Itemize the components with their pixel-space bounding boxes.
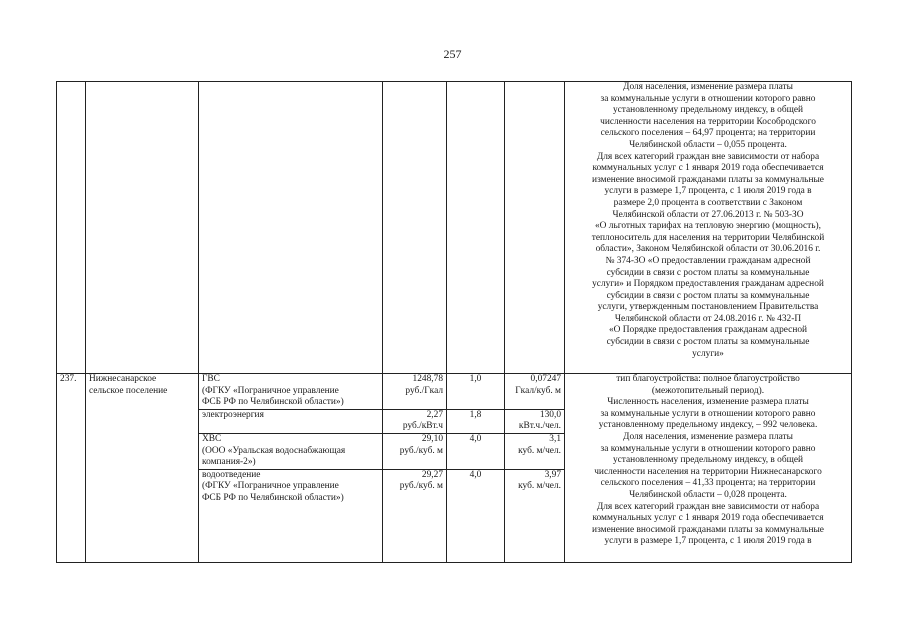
text-line: субсидии в связи с ростом платы за коммунальные xyxy=(606,290,810,301)
text-line: № 374-ЗО «О предоставлении гражданам адресной xyxy=(605,255,811,266)
text-line: услуги» и Порядком предоставления гражданам адресной xyxy=(592,279,824,290)
text-line: установленному предельному индексу, – 992 человека. xyxy=(598,420,818,431)
cell-service xyxy=(199,374,383,410)
cell-service xyxy=(199,409,383,433)
cell-service xyxy=(199,433,383,469)
text-line: тип благоустройства: полное благоустройство xyxy=(616,374,800,384)
text-line: установленному предельному индексу, в общей xyxy=(612,455,804,466)
text-line: Численность населения, изменение размера платы xyxy=(607,397,809,408)
cell-index xyxy=(447,409,505,433)
text-line: численности населения на территории Кособродского xyxy=(600,116,816,127)
text-line: Челябинской области – 0,028 процента. xyxy=(629,489,787,500)
service-name: ГВС xyxy=(202,374,220,384)
text-line: за коммунальные услуги в отношении которого равно xyxy=(600,408,816,419)
text-line: Для всех категорий граждан вне зависимости от набора xyxy=(596,501,820,512)
text-line: коммунальных услуг с 1 января 2019 года обеспечивается xyxy=(592,163,824,174)
tariff-value: 29,27 xyxy=(421,469,443,480)
volume-unit: куб. м/чел. xyxy=(518,445,561,456)
cell-settlement xyxy=(86,374,199,563)
cell-number xyxy=(57,374,86,563)
tariff-value: 29,10 xyxy=(421,433,443,444)
tariff-unit: руб./куб. м xyxy=(399,445,443,456)
service-name: электроэнергия xyxy=(202,409,264,420)
tariff-value: 1248,78 xyxy=(412,374,443,384)
volume-value: 0,07247 xyxy=(530,374,561,384)
cell-tariff xyxy=(383,82,447,374)
text-line: Челябинской области от 27.06.2013 г. № 503-ЗО xyxy=(612,209,804,220)
text-line: Доля населения, изменение размера платы xyxy=(623,82,793,92)
cell-volume xyxy=(505,469,565,562)
tariff-unit: руб./Гкал xyxy=(405,385,443,396)
service-provider: компания-2») xyxy=(202,457,256,468)
table-row-gvs xyxy=(57,374,852,410)
cell-service xyxy=(199,82,383,374)
text-line: изменение вносимой гражданами платы за коммунальные xyxy=(592,174,824,185)
cell-settlement xyxy=(86,82,199,374)
service-provider: ФСБ РФ по Челябинской области») xyxy=(202,492,344,503)
text-line: Для всех категорий граждан вне зависимости от набора xyxy=(596,151,820,162)
volume-unit: куб. м/чел. xyxy=(518,481,561,492)
cell-service xyxy=(199,469,383,562)
volume-value: 130,0 xyxy=(539,409,561,420)
cell-number xyxy=(57,82,86,374)
text-line: численности населения на территории Нижнесанарского xyxy=(594,466,822,477)
text-line: коммунальных услуг с 1 января 2019 года обеспечивается xyxy=(592,513,824,524)
cell-index xyxy=(447,469,505,562)
page-number: 257 xyxy=(443,47,462,61)
service-provider: (ФГКУ «Пограничное управление xyxy=(202,385,339,396)
text-line: Челябинской области – 0,055 процента. xyxy=(629,139,787,150)
text-line: услуги в размере 1,7 процента, с 1 июля 2019 года в xyxy=(604,186,812,197)
tariff-table xyxy=(56,81,852,563)
service-provider: (ООО «Уральская водоснабжающая xyxy=(202,445,346,456)
text-line: (межотопительный период). xyxy=(651,385,765,396)
text-line: услуги в размере 1,7 процента, с 1 июля 2019 года в xyxy=(604,536,812,547)
index-value: 4,0 xyxy=(469,433,482,444)
cell-index xyxy=(447,82,505,374)
cell-index xyxy=(447,374,505,410)
tariff-unit: руб./кВт.ч xyxy=(402,421,443,432)
text-line: установленному предельному индексу, в общей xyxy=(612,105,804,116)
table-row-continuation xyxy=(57,82,852,374)
text-line: услуги, утвержденным постановлением Правительства xyxy=(597,302,819,313)
volume-unit: кВт.ч./чел. xyxy=(518,421,561,432)
cell-tariff xyxy=(383,433,447,469)
text-line: теплоноситель для населения на территории Челябинской xyxy=(591,232,825,243)
settlement-name: сельское поселение xyxy=(89,385,168,396)
text-line: услуги» xyxy=(692,348,724,359)
volume-value: 3,1 xyxy=(549,433,561,444)
text-line: изменение вносимой гражданами платы за коммунальные xyxy=(592,524,824,535)
text-line: за коммунальные услуги в отношении которого равно xyxy=(600,443,816,454)
text-line: субсидии в связи с ростом платы за коммунальные xyxy=(606,267,810,278)
text-line: размере 2,0 процента в соответствии с Законом xyxy=(613,197,803,208)
settlement-name: Нижнесанарское xyxy=(89,374,157,384)
cell-volume xyxy=(505,82,565,374)
text-line: за коммунальные услуги в отношении которого равно xyxy=(600,93,816,104)
text-line: Доля населения, изменение размера платы xyxy=(623,431,793,442)
service-name: ХВС xyxy=(202,433,222,444)
text-line: Челябинской области от 24.08.2016 г. № 432-П xyxy=(614,313,802,324)
service-name: водоотведение xyxy=(202,469,261,480)
text-line: «О Порядке предоставления гражданам адресной xyxy=(608,325,808,336)
tariff-unit: руб./куб. м xyxy=(399,481,443,492)
cell-tariff xyxy=(383,409,447,433)
service-provider: ФСБ РФ по Челябинской области») xyxy=(202,397,344,408)
entry-number: 237. xyxy=(60,374,77,384)
service-provider: (ФГКУ «Пограничное управление xyxy=(202,481,339,492)
tariff-value: 2,27 xyxy=(426,409,443,420)
index-value: 1,8 xyxy=(469,409,482,420)
text-line: «О льготных тарифах на тепловую энергию (мощность), xyxy=(594,221,822,232)
text-line: сельского поселения – 64,97 процента; на территории xyxy=(600,128,816,139)
text-line: сельского поселения – 41,33 процента; на территории xyxy=(600,478,816,489)
volume-value: 3,97 xyxy=(544,469,561,480)
cell-tariff xyxy=(383,469,447,562)
cell-volume xyxy=(505,433,565,469)
cell-volume xyxy=(505,409,565,433)
text-line: области», Законом Челябинской области от 30.06.2016 г. xyxy=(595,244,821,255)
cell-index xyxy=(447,433,505,469)
cell-volume xyxy=(505,374,565,410)
text-line: субсидии в связи с ростом платы за коммунальные xyxy=(606,337,810,348)
volume-unit: Гкал/куб. м xyxy=(515,385,561,396)
cell-description xyxy=(565,374,852,563)
cell-tariff xyxy=(383,374,447,410)
index-value: 1,0 xyxy=(469,374,482,384)
index-value: 4,0 xyxy=(469,469,482,480)
cell-description xyxy=(565,82,852,374)
